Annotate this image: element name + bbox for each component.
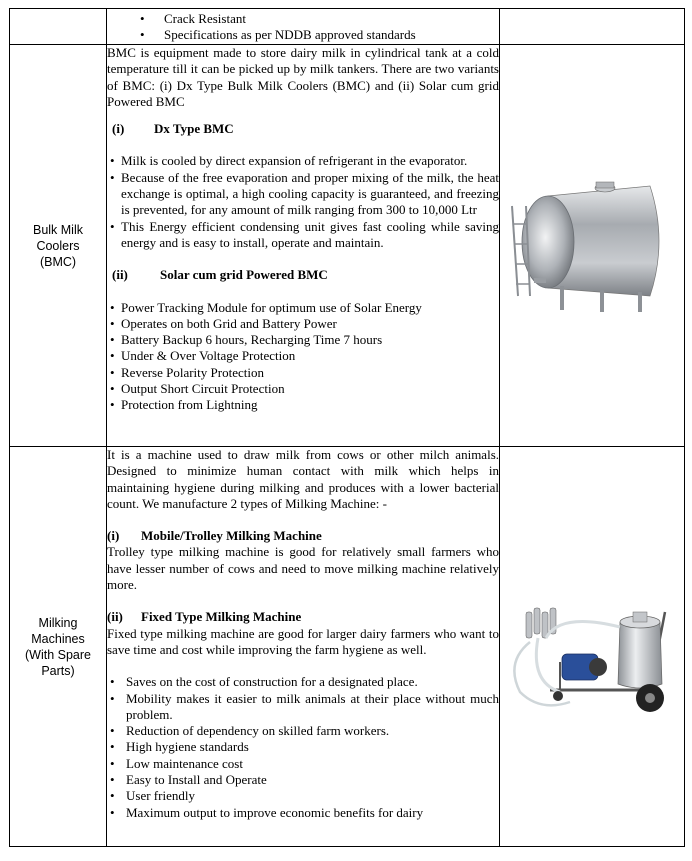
- name-line: Coolers: [36, 238, 80, 253]
- milking-mobile-text: Trolley type milking machine is good for relatively small farmers who have lesser number of cows and need to move milking machine relatively more.: [107, 544, 499, 593]
- product-name-milking: [10, 447, 107, 847]
- continuation-list: [107, 11, 499, 44]
- bmc-solar-list: [107, 300, 499, 414]
- list-item: • Reverse Polarity Protection: [107, 365, 499, 381]
- empty-image-cell: [500, 9, 685, 45]
- table-row-milking: [10, 447, 685, 847]
- bmc-description: [107, 45, 500, 447]
- list-item: • Milk is cooled by direct expansion of refrigerant in the evaporator.: [107, 153, 499, 169]
- heading-number: (i): [112, 121, 125, 137]
- empty-name-cell: [10, 9, 107, 45]
- list-item: • Mobility makes it easier to milk animals at their place without much problem.: [107, 691, 499, 724]
- heading-number: (ii): [112, 267, 128, 283]
- list-item: • Battery Backup 6 hours, Recharging Time 7 hours: [107, 332, 499, 348]
- list-item: • Operates on both Grid and Battery Power: [107, 316, 499, 332]
- milking-fixed-heading: [107, 609, 499, 625]
- milking-mobile-heading: [107, 528, 499, 544]
- table-row-bmc: [10, 45, 685, 447]
- list-item: • Under & Over Voltage Protection: [107, 348, 499, 364]
- name-line: (With Spare: [25, 647, 91, 662]
- bmc-dx-list: [107, 153, 499, 251]
- milking-image-cell: [500, 447, 685, 847]
- bmc-solar-heading: [107, 267, 499, 283]
- name-line: Parts): [41, 663, 75, 678]
- product-name-bmc: [10, 45, 107, 447]
- list-item: • Low maintenance cost: [107, 756, 499, 772]
- heading-title: Solar cum grid Powered BMC: [160, 267, 328, 283]
- name-line: Machines: [31, 631, 85, 646]
- name-line: Bulk Milk: [32, 222, 83, 237]
- list-item: • Maximum output to improve economic benefits for dairy: [107, 805, 499, 821]
- name-line: (BMC): [39, 254, 77, 269]
- heading-number: (i): [107, 528, 120, 544]
- list-item: • Power Tracking Module for optimum use of Solar Energy: [107, 300, 499, 316]
- list-item: • High hygiene standards: [107, 739, 499, 755]
- heading-title: Dx Type BMC: [154, 121, 234, 137]
- milking-benefits-list: [107, 674, 499, 821]
- list-item: • User friendly: [107, 788, 499, 804]
- list-item: • Crack Resistant: [107, 11, 499, 27]
- milking-fixed-text: Fixed type milking machine are good for larger dairy farmers who want to save time and cost while improving the farm hygiene as well.: [107, 625, 499, 657]
- milking-machine-image: [500, 572, 683, 722]
- list-item: • Because of the free evaporation and proper mixing of the milk, the heat exchange is optimal, a high cooling capacity is guaranteed, and freezing is prevented, for any amount of milk ranging from 300 to 10,000 Ltr: [107, 170, 499, 219]
- bulk-milk-cooler-image: [500, 166, 683, 326]
- list-item: • Protection from Lightning: [107, 397, 499, 413]
- list-item: • This Energy efficient condensing unit gives fast cooling while saving energy and is easy to install, operate and maintain.: [107, 219, 499, 252]
- bmc-dx-heading: [107, 121, 499, 137]
- heading-number: (ii): [107, 609, 123, 625]
- list-item: • Easy to Install and Operate: [107, 772, 499, 788]
- bmc-image-cell: [500, 45, 685, 447]
- heading-title: Fixed Type Milking Machine: [141, 609, 302, 625]
- continuation-desc-cell: [107, 9, 500, 45]
- milking-description: [107, 447, 500, 847]
- bmc-intro: BMC is equipment made to store dairy milk in cylindrical tank at a cold temperature till it can be picked up by milk tankers. There are two variants of BMC: (i) Dx Type Bulk Milk Coolers (BMC) and (ii) Solar cum grid Powered BMC: [107, 45, 499, 109]
- list-item: • Reduction of dependency on skilled farm workers.: [107, 723, 499, 739]
- table-row-continuation: [10, 9, 685, 45]
- product-spec-table: [9, 8, 685, 847]
- name-line: Milking: [38, 615, 78, 630]
- heading-title: Mobile/Trolley Milking Machine: [141, 528, 322, 544]
- list-item: • Specifications as per NDDB approved standards: [107, 27, 499, 43]
- milking-intro: It is a machine used to draw milk from cows or other milch animals. Designed to minimize human contact with milk which helps in maintaining hygiene during milking and produces with a lower bacterial count. We manufacture 2 types of Milking Machine: -: [107, 447, 499, 511]
- list-item: • Saves on the cost of construction for a designated place.: [107, 674, 499, 690]
- list-item: • Output Short Circuit Protection: [107, 381, 499, 397]
